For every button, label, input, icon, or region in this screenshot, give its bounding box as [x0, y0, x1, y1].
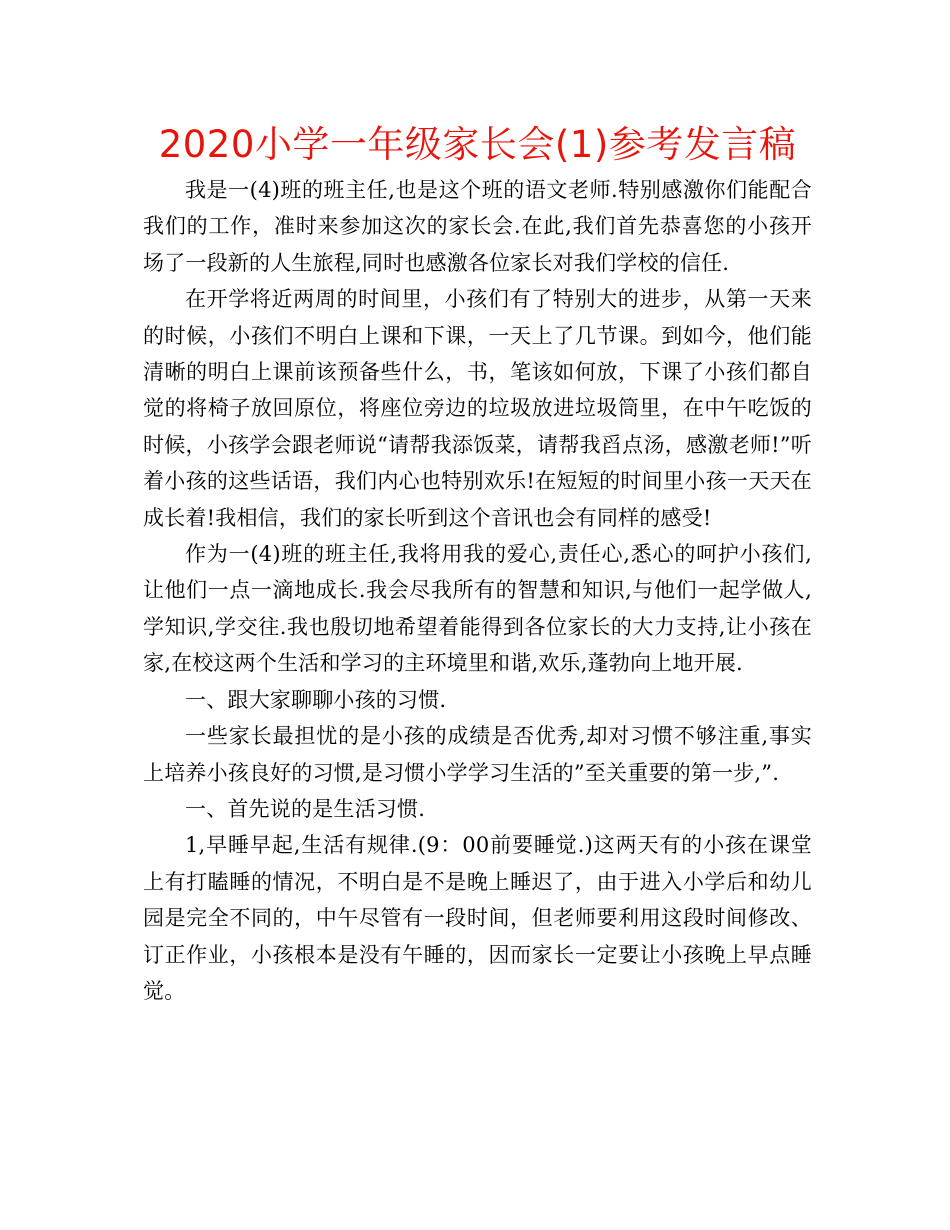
- paragraph: 作为一(4)班的班主任,我将用我的爱心,责任心,悉心的呵护小孩们,让他们一点一滴地成长.我会尽我所有的智慧和知识,与他们一起学做人,学知识,学交往.我也殷切地希望着能得到各位家长的大力支持,让小孩在家,在校这两个生活和学习的主环境里和谐,欢乐,蓬勃向上地开展.: [143, 542, 812, 676]
- document-title: 2020小学一年级家长会(1)参考发言稿: [158, 123, 797, 166]
- paragraph: 在开学将近两周的时间里，小孩们有了特别大的进步，从第一天来的时候，小孩们不明白上课和下课，一天上了几节课。到如今，他们能清晰的明白上课前该预备些什么，书，笔该如何放，下课了小孩们都自觉的将椅子放回原位，将座位旁边的垃圾放进垃圾筒里，在中午吃饭的时候，小孩学会跟老师说“请帮我添饭菜，请帮我舀点汤，感激老师!”听着小孩的这些话语，我们内心也特别欢乐!在短短的时间里小孩一天天在成长着!我相信，我们的家长听到这个音讯也会有同样的感受!: [143, 287, 812, 530]
- document-body: [143, 172, 812, 1009]
- section-heading: 一、跟大家聊聊小孩的习惯.: [185, 687, 447, 712]
- paragraph: 我是一(4)班的班主任,也是这个班的语文老师.特别感激你们能配合我们的工作，准时来参加这次的家长会.在此,我们首先恭喜您的小孩开场了一段新的人生旅程,同时也感激各位家长对我们学校的信任.: [143, 178, 812, 275]
- section-heading: 一、首先说的是生活习惯.: [185, 796, 426, 821]
- paragraph: 一些家长最担忧的是小孩的成绩是否优秀,却对习惯不够注重,事实上培养小孩良好的习惯,是习惯小学学习生活的”至关重要的第一步,”.: [143, 724, 812, 785]
- paragraph: 1,早睡早起,生活有规律.(9：00前要睡觉.)这两天有的小孩在课堂上有打瞌睡的情况，不明白是不是晚上睡迟了，由于进入小学后和幼儿园是完全不同的，中午尽管有一段时间，但老师要利用这段时间修改、订正作业，小孩根本是没有午睡的，因而家长一定要让小孩晚上早点睡觉。: [143, 833, 812, 1003]
